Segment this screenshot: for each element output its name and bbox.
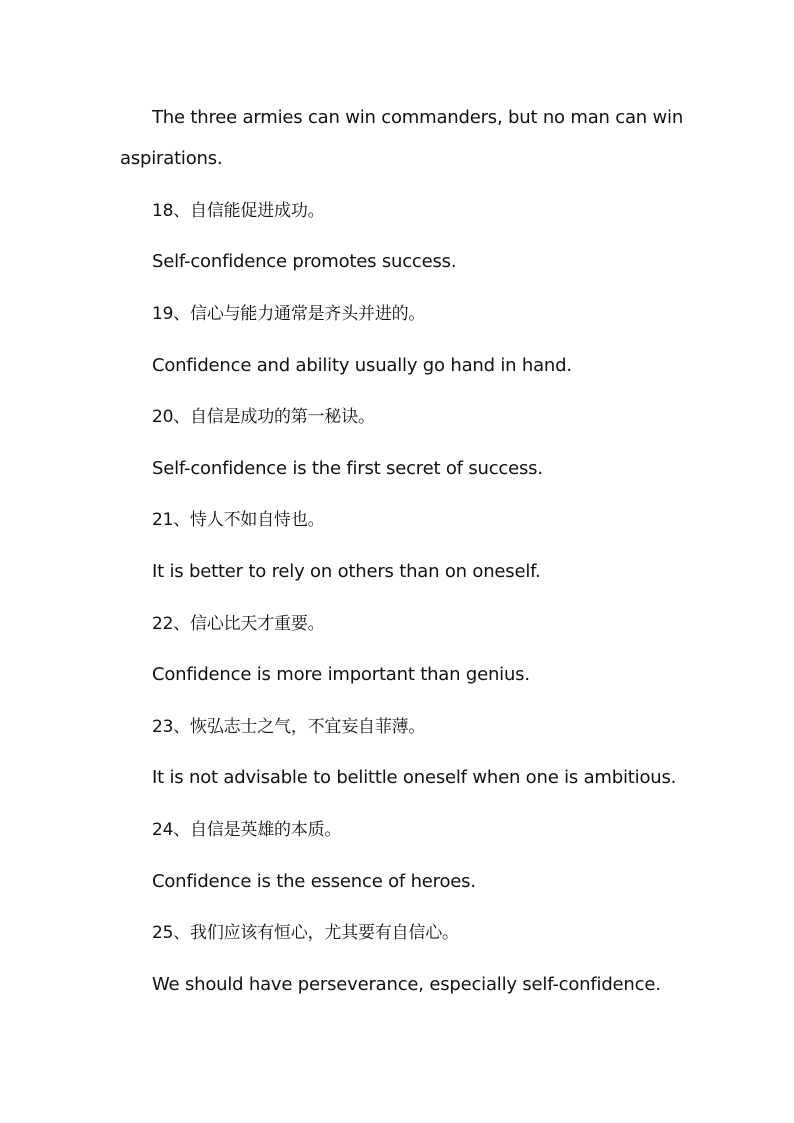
quote-english: Confidence and ability usually go hand in hand. [152,355,572,376]
quote-chinese: 21、恃人不如自恃也。 [152,510,325,530]
quote-chinese: 25、我们应该有恒心，尤其要有自信心。 [152,923,459,943]
quote-chinese: 23、恢弘志士之气，不宜妄自菲薄。 [152,717,426,737]
quote-chinese: 19、信心与能力通常是齐头并进的。 [152,304,426,324]
quote-english: Confidence is the essence of heroes. [152,871,476,892]
quote-chinese: 22、信心比天才重要。 [152,614,325,634]
text-line-continuation: aspirations. [120,148,223,169]
quote-english: It is better to rely on others than on oneself. [152,561,541,582]
quote-english: Self-confidence promotes success. [152,251,457,272]
quote-english: It is not advisable to belittle oneself when one is ambitious. [152,767,677,788]
quote-chinese: 18、自信能促进成功。 [152,201,325,221]
quote-english: We should have perseverance, especially self-confidence. [152,974,661,995]
text-line: The three armies can win commanders, but no man can win [152,107,684,128]
quote-english: Confidence is more important than genius. [152,664,530,685]
quote-chinese: 24、自信是英雄的本质。 [152,820,342,840]
quote-chinese: 20、自信是成功的第一秘诀。 [152,407,375,427]
quote-english: Self-confidence is the first secret of success. [152,458,543,479]
